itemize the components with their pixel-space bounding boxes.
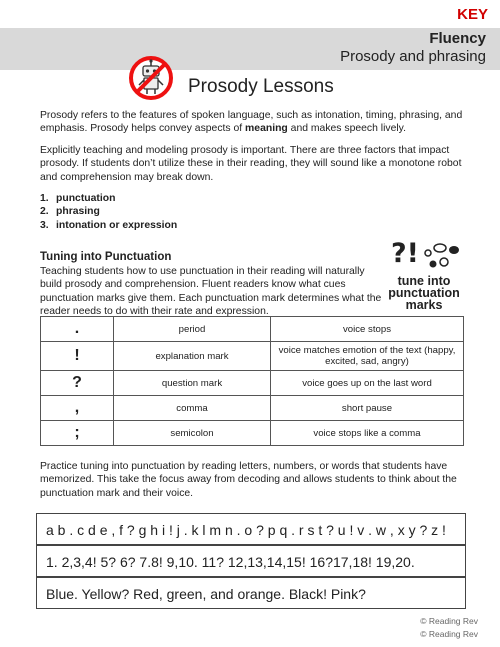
answer-key-label: KEY (457, 6, 488, 23)
list-item: 2. phrasing (40, 206, 100, 218)
punctuation-table (40, 316, 464, 446)
punctuation-name: explanation mark (114, 342, 271, 371)
topic-title: Fluency (429, 30, 486, 47)
table-row (41, 342, 464, 371)
punctuation-mark: ; (41, 421, 114, 446)
exercise-numbers: 1. 2,3,4! 5? 6? 7.8! 9,10. 11? 12,13,14,15! 16?17,18! 19,20. (36, 545, 466, 577)
tuning-paragraph: Teaching students how to use punctuation in their reading will naturally build prosody and comprehension. Fluent readers know what cues punctuation marks give them. Each punctuation mark determines what the reader needs to do with their rate and expression. (40, 266, 382, 317)
importance-paragraph: Explicitly teaching and modeling prosody is important. There are three factors that impact prosody. If students don’t utilize these in their reading, they will sound like a monotone robot and comprehension may break down. (40, 145, 462, 183)
punctuation-mark: ! (41, 342, 114, 371)
punctuation-name: semicolon (114, 421, 271, 446)
punctuation-name: comma (114, 396, 271, 421)
punctuation-name: period (114, 317, 271, 342)
exercise-letters: a b . c d e , f ? g h i ! j . k l m n . o ? p q . r s t ? u ! v . w , x y ? z ! (36, 513, 466, 545)
speech-bubbles-icon (423, 242, 463, 272)
punctuation-mark: . (41, 317, 114, 342)
list-item: 1. punctuation (40, 193, 116, 204)
punctuation-effect: voice matches emotion of the text (happy, excited, sad, angry) (271, 342, 464, 371)
section-heading: Tuning into Punctuation (40, 251, 172, 263)
sticker-glyphs: ?! (391, 238, 419, 269)
list-item: 3. intonation or expression (40, 219, 178, 231)
copyright-credit: © Reading Rev (420, 629, 478, 639)
copyright-credit: © Reading Rev (420, 616, 478, 626)
subtopic-title: Prosody and phrasing (340, 48, 486, 65)
no-robot-icon (128, 55, 174, 101)
table-row (41, 317, 464, 342)
table-row (41, 421, 464, 446)
page-title: Prosody Lessons (188, 76, 334, 97)
punctuation-mark: ? (41, 371, 114, 396)
punctuation-effect: voice goes up on the last word (271, 371, 464, 396)
punctuation-effect: voice stops like a comma (271, 421, 464, 446)
intro-paragraph: Prosody refers to the features of spoken language, such as intonation, timing, phrasing, and emphasis. Prosody helps convey aspects of meaning and makes speech lively. (40, 110, 463, 135)
header-banner (0, 28, 500, 70)
factor-list (40, 192, 177, 232)
punctuation-effect: voice stops (271, 317, 464, 342)
punctuation-mark: , (41, 396, 114, 421)
table-row (41, 371, 464, 396)
table-row (41, 396, 464, 421)
exercise-words: Blue. Yellow? Red, green, and orange. Black! Pink? (36, 577, 466, 609)
punctuation-effect: short pause (271, 396, 464, 421)
tune-into-punctuation-sticker (383, 238, 465, 314)
practice-paragraph: Practice tuning into punctuation by reading letters, numbers, or words that students have memorized. This take the focus away from decoding and allows students to think about the punctuation mark and their voice. (40, 461, 457, 499)
sticker-caption: tune into punctuation marks (388, 274, 460, 312)
punctuation-name: question mark (114, 371, 271, 396)
